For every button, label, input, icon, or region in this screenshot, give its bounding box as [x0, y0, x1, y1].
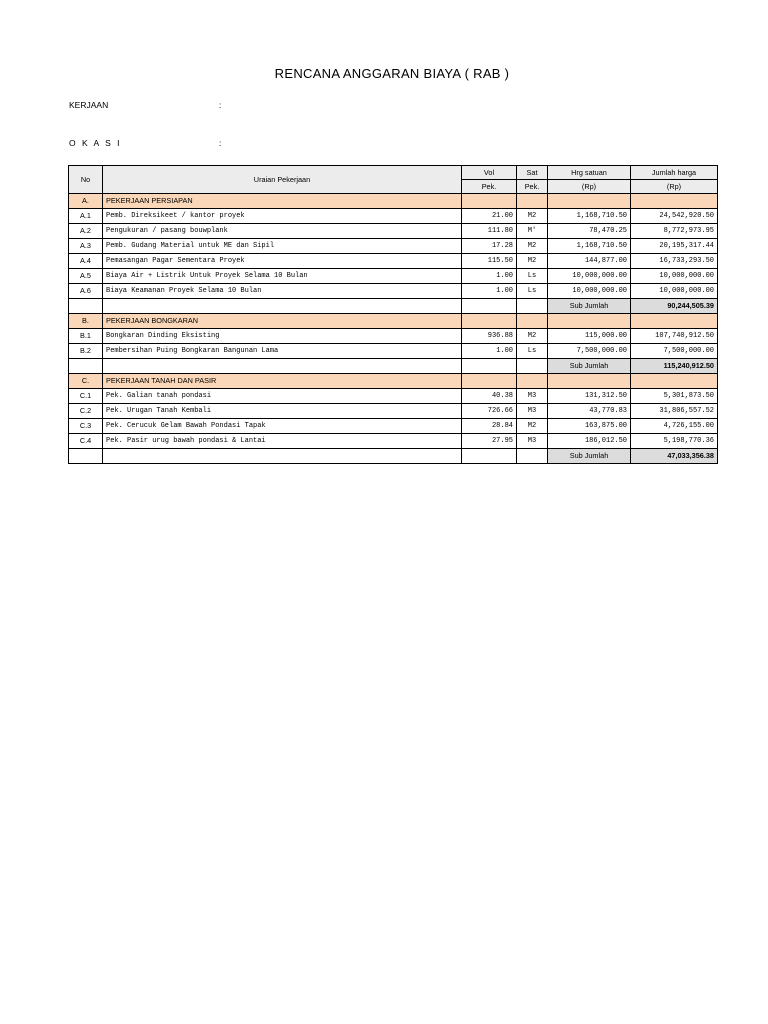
section-empty-cell [631, 314, 718, 329]
item-no: C.4 [69, 434, 103, 449]
item-no: A.5 [69, 269, 103, 284]
header-vol: Vol [462, 166, 517, 180]
item-hrg: 43,770.83 [548, 404, 631, 419]
item-vol: 40.38 [462, 389, 517, 404]
item-sat: M' [517, 224, 548, 239]
subtotal-row [69, 449, 718, 464]
subtotal-value: 115,240,912.50 [631, 359, 718, 374]
section-empty-cell [462, 314, 517, 329]
section-empty-cell [548, 314, 631, 329]
header-hrg-unit: (Rp) [548, 180, 631, 194]
item-uraian: Pembersihan Puing Bongkaran Bangunan Lama [103, 344, 462, 359]
item-vol: 1.00 [462, 284, 517, 299]
subtotal-empty-cell [69, 359, 103, 374]
item-uraian: Pengukuran / pasang bouwplank [103, 224, 462, 239]
item-vol: 1.00 [462, 344, 517, 359]
subtotal-value: 47,033,356.38 [631, 449, 718, 464]
item-jml: 4,726,155.00 [631, 419, 718, 434]
subtotal-label: Sub Jumlah [548, 449, 631, 464]
lokasi-row [69, 138, 221, 148]
item-sat: M2 [517, 209, 548, 224]
section-title: PEKERJAAN BONGKARAN [103, 314, 462, 329]
item-no: A.2 [69, 224, 103, 239]
item-vol: 726.66 [462, 404, 517, 419]
item-hrg: 10,000,000.00 [548, 284, 631, 299]
header-no: No [69, 166, 103, 194]
header-sat: Sat [517, 166, 548, 180]
item-jml: 5,301,873.50 [631, 389, 718, 404]
item-sat: M3 [517, 389, 548, 404]
section-empty-cell [631, 194, 718, 209]
item-hrg: 115,000.00 [548, 329, 631, 344]
subtotal-empty-cell [103, 449, 462, 464]
subtotal-value: 90,244,505.39 [631, 299, 718, 314]
item-sat: M2 [517, 239, 548, 254]
item-no: A.3 [69, 239, 103, 254]
item-no: B.2 [69, 344, 103, 359]
item-hrg: 144,877.00 [548, 254, 631, 269]
section-code: B. [69, 314, 103, 329]
header-vol-unit: Pek. [462, 180, 517, 194]
item-no: A.4 [69, 254, 103, 269]
section-row [69, 374, 718, 389]
item-sat: M3 [517, 434, 548, 449]
subtotal-empty-cell [517, 299, 548, 314]
item-sat: Ls [517, 269, 548, 284]
section-row [69, 194, 718, 209]
item-jml: 24,542,920.50 [631, 209, 718, 224]
subtotal-label: Sub Jumlah [548, 299, 631, 314]
section-title: PEKERJAAN TANAH DAN PASIR [103, 374, 462, 389]
section-empty-cell [517, 374, 548, 389]
item-sat: Ls [517, 344, 548, 359]
header-hrg: Hrg satuan [548, 166, 631, 180]
item-no: B.1 [69, 329, 103, 344]
section-empty-cell [548, 374, 631, 389]
item-jml: 10,000,000.00 [631, 269, 718, 284]
item-no: C.1 [69, 389, 103, 404]
item-uraian: Pek. Pasir urug bawah pondasi & Lantai [103, 434, 462, 449]
item-no: A.6 [69, 284, 103, 299]
item-jml: 107,740,912.50 [631, 329, 718, 344]
page-title: RENCANA ANGGARAN BIAYA ( RAB ) [274, 66, 510, 81]
item-hrg: 163,875.00 [548, 419, 631, 434]
section-empty-cell [462, 374, 517, 389]
item-vol: 17.28 [462, 239, 517, 254]
subtotal-empty-cell [462, 449, 517, 464]
table-row [69, 224, 718, 239]
item-uraian: Biaya Keamanan Proyek Selama 10 Bulan [103, 284, 462, 299]
section-row [69, 314, 718, 329]
header-uraian: Uraian Pekerjaan [103, 166, 462, 194]
item-hrg: 7,500,000.00 [548, 344, 631, 359]
item-uraian: Pek. Cerucuk Gelam Bawah Pondasi Tapak [103, 419, 462, 434]
item-hrg: 10,000,000.00 [548, 269, 631, 284]
kerjaan-row [69, 100, 221, 110]
item-vol: 21.00 [462, 209, 517, 224]
item-no: A.1 [69, 209, 103, 224]
section-empty-cell [517, 314, 548, 329]
item-sat: M3 [517, 404, 548, 419]
item-jml: 5,198,770.36 [631, 434, 718, 449]
item-jml: 31,806,557.52 [631, 404, 718, 419]
item-vol: 936.88 [462, 329, 517, 344]
section-empty-cell [517, 194, 548, 209]
item-uraian: Pek. Urugan Tanah Kembali [103, 404, 462, 419]
table-row [69, 419, 718, 434]
item-vol: 28.84 [462, 419, 517, 434]
header-jml: Jumlah harga [631, 166, 718, 180]
table-row [69, 434, 718, 449]
subtotal-empty-cell [517, 359, 548, 374]
item-jml: 8,772,973.95 [631, 224, 718, 239]
table-row [69, 404, 718, 419]
item-vol: 1.00 [462, 269, 517, 284]
item-uraian: Pemasangan Pagar Sementara Proyek [103, 254, 462, 269]
item-uraian: Biaya Air + Listrik Untuk Proyek Selama 10 Bulan [103, 269, 462, 284]
header-sat-unit: Pek. [517, 180, 548, 194]
item-hrg: 1,168,710.50 [548, 209, 631, 224]
item-hrg: 1,168,710.50 [548, 239, 631, 254]
subtotal-row [69, 359, 718, 374]
item-uraian: Bongkaran Dinding Eksisting [103, 329, 462, 344]
section-empty-cell [548, 194, 631, 209]
item-sat: Ls [517, 284, 548, 299]
subtotal-empty-cell [69, 449, 103, 464]
lokasi-label: O K A S I [69, 138, 122, 148]
section-empty-cell [462, 194, 517, 209]
item-jml: 20,195,317.44 [631, 239, 718, 254]
subtotal-empty-cell [69, 299, 103, 314]
subtotal-empty-cell [462, 299, 517, 314]
table-row [69, 389, 718, 404]
table-row [69, 254, 718, 269]
subtotal-label: Sub Jumlah [548, 359, 631, 374]
item-no: C.2 [69, 404, 103, 419]
table-row [69, 344, 718, 359]
section-code: A. [69, 194, 103, 209]
section-code: C. [69, 374, 103, 389]
item-uraian: Pek. Galian tanah pondasi [103, 389, 462, 404]
item-sat: M2 [517, 419, 548, 434]
item-vol: 115.50 [462, 254, 517, 269]
section-title: PEKERJAAN PERSIAPAN [103, 194, 462, 209]
subtotal-empty-cell [103, 359, 462, 374]
table-row [69, 239, 718, 254]
table-row [69, 329, 718, 344]
item-hrg: 131,312.50 [548, 389, 631, 404]
subtotal-empty-cell [462, 359, 517, 374]
table-row [69, 284, 718, 299]
table-body [69, 194, 718, 464]
lokasi-colon: : [219, 138, 222, 148]
table-row [69, 269, 718, 284]
item-vol: 111.80 [462, 224, 517, 239]
rab-table [68, 165, 718, 464]
item-vol: 27.95 [462, 434, 517, 449]
item-hrg: 78,470.25 [548, 224, 631, 239]
header-jml-unit: (Rp) [631, 180, 718, 194]
section-empty-cell [631, 374, 718, 389]
item-jml: 7,500,000.00 [631, 344, 718, 359]
item-no: C.3 [69, 419, 103, 434]
item-uraian: Pemb. Gudang Material untuk ME dan Sipil [103, 239, 462, 254]
subtotal-empty-cell [103, 299, 462, 314]
table-header [69, 166, 718, 194]
subtotal-row [69, 299, 718, 314]
kerjaan-label: KERJAAN [69, 100, 109, 110]
table-row [69, 209, 718, 224]
item-sat: M2 [517, 329, 548, 344]
item-jml: 16,733,293.50 [631, 254, 718, 269]
item-jml: 10,000,000.00 [631, 284, 718, 299]
item-hrg: 186,012.50 [548, 434, 631, 449]
item-sat: M2 [517, 254, 548, 269]
kerjaan-colon: : [219, 100, 222, 110]
subtotal-empty-cell [517, 449, 548, 464]
item-uraian: Pemb. Direksikeet / kantor proyek [103, 209, 462, 224]
